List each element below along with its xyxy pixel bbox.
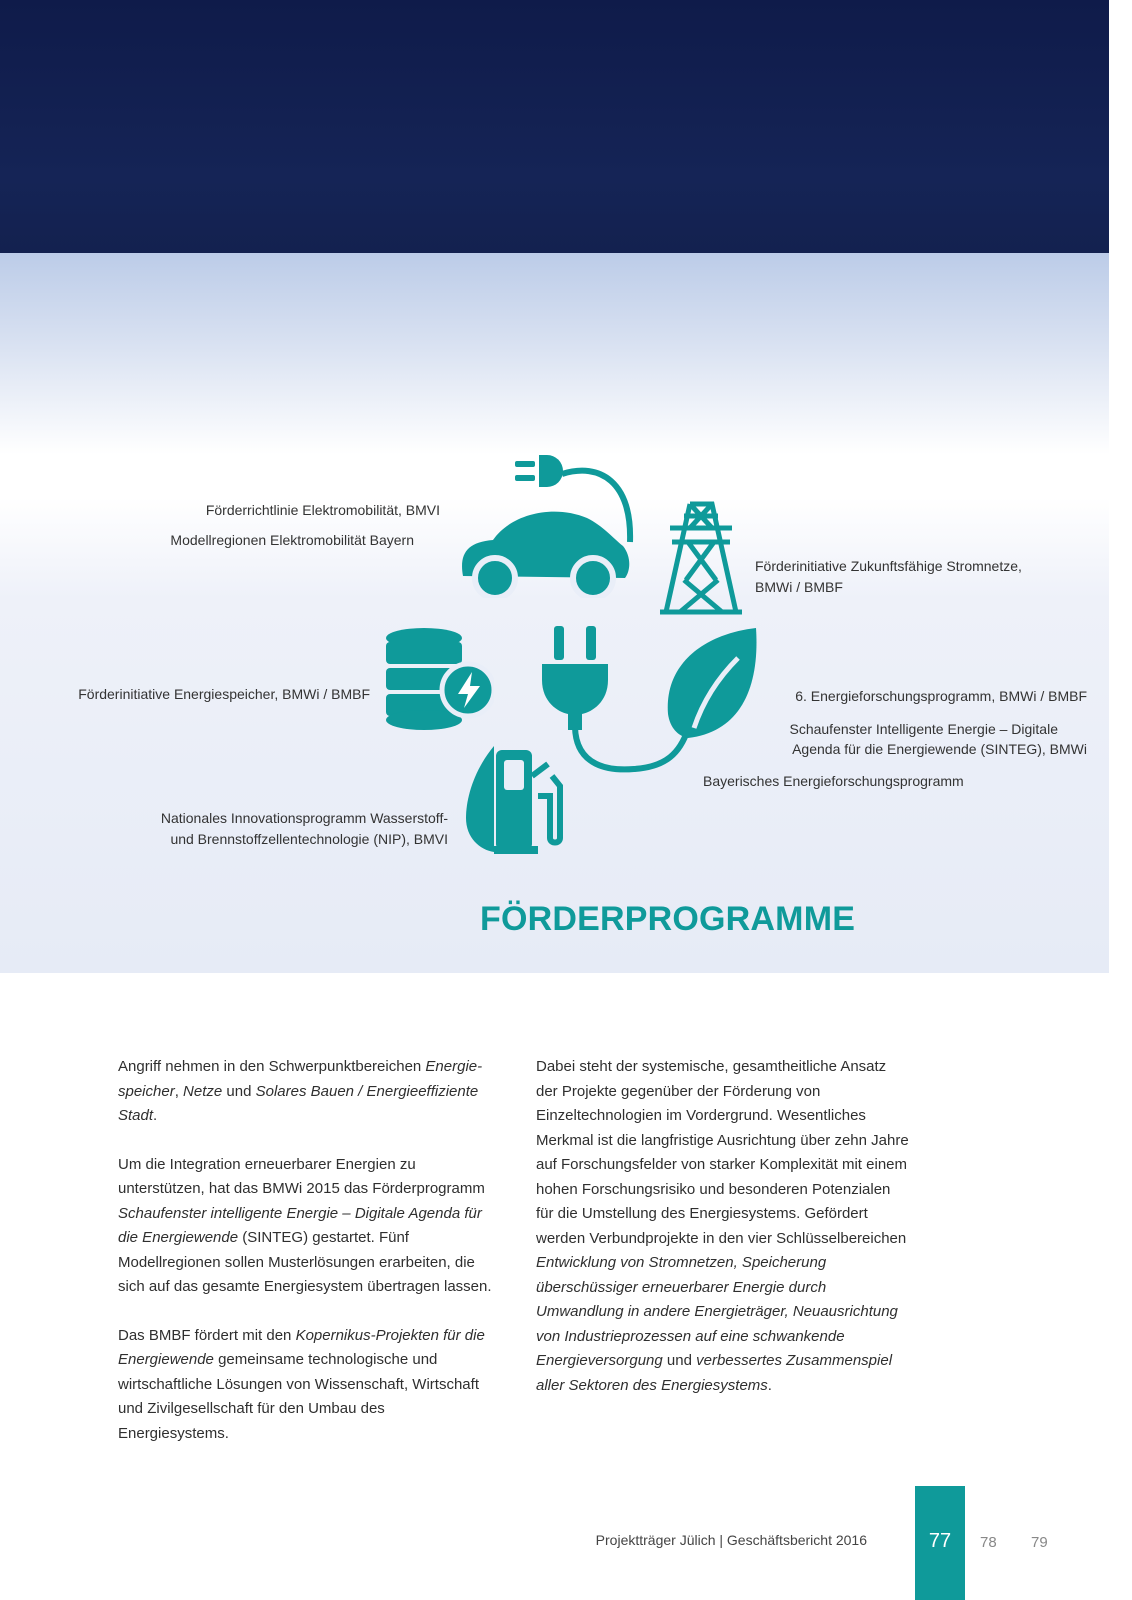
label-efp: 6. Energieforschungsprogramm, BMWi / BMBF — [795, 688, 1087, 704]
page-current[interactable]: 77 — [928, 1530, 952, 1552]
diagram-background — [0, 253, 1109, 973]
label-nip-1: Nationales Innovationsprogramm Wasserstoff- — [160, 810, 448, 826]
label-nip-2: und Brennstoffzellentechnologie (NIP), BMVI — [170, 831, 448, 847]
left-column — [118, 1055, 493, 1470]
label-bayern: Bayerisches Energieforschungsprogramm — [703, 773, 964, 789]
energy-storage-icon — [386, 628, 494, 732]
power-plug-icon — [540, 626, 610, 738]
fuel-pump-icon — [466, 746, 566, 856]
label-sinteg-2: Agenda für die Energiewende (SINTEG), BMWi — [792, 741, 1087, 757]
right-column — [536, 1055, 911, 1422]
leaf-icon — [664, 628, 758, 748]
hero-banner — [0, 0, 1109, 253]
paragraph: Angriff nehmen in den Schwerpunktbereichen Energie-speicher, Netze und Solares Bauen / Energieeffiziente Stadt. — [118, 1058, 483, 1124]
page-next[interactable]: 79 — [1031, 1534, 1048, 1551]
power-pylon-icon — [660, 500, 742, 616]
paragraph: Um die Integration erneuerbarer Energien zu unterstützen, hat das BMWi 2015 das Förderprogramm Schaufenster intelligente Energie – Digitale Agenda für die Energiewende (SINTEG) gestartet. Fünf Modellregionen sollen Musterlösungen erarbeiten, die sich auf das gesamte Energiesystem übertragen lassen. — [118, 1155, 492, 1295]
label-netze-2: BMWi / BMBF — [755, 579, 843, 595]
label-emob-2: Modellregionen Elektromobilität Bayern — [170, 532, 414, 548]
page-title: FÖRDERPROGRAMME — [480, 900, 856, 938]
paragraph: Dabei steht der systemische, gesamtheitliche Ansatz der Projekte gegenüber der Förderung von Einzeltechnologien im Vordergrund. Wesentliches Merkmal ist die langfristige Ausrichtung über zehn Jahre auf Forschungsfelder von starker Komplexität mit einem hohen Forschungsrisiko und besonderen Potenzialen für die Umstellung des Energiesystems. Gefördert werden Verbundprojekte in den vier Schlüsselbereichen Entwicklung von Stromnetzen, Speicherung überschüssiger erneuerbarer Energie durch Umwandlung in andere Energieträger, Neuausrichtung von Industrieprozessen auf eine schwankende Energieversorgung und verbessertes Zusammenspiel aller Sektoren des Energiesystems. — [536, 1058, 909, 1394]
label-netze-1: Förderinitiative Zukunftsfähige Stromnetze, — [755, 558, 1022, 574]
electric-car-icon — [453, 506, 631, 598]
label-emob-1: Förderrichtlinie Elektromobilität, BMVI — [205, 502, 440, 518]
paragraph: Das BMBF fördert mit den Kopernikus-Projekten für die Energiewende gemeinsame technologische und wirtschaftliche Lösungen von Wissenschaft, Wirtschaft und Zivilgesellschaft für den Umbau des Energiesystems. — [118, 1326, 485, 1442]
label-speicher: Förderinitiative Energiespeicher, BMWi / BMBF — [78, 686, 370, 702]
label-sinteg-1: Schaufenster Intelligente Energie – Digitale — [789, 721, 1058, 737]
footer-text: Projektträger Jülich | Geschäftsbericht 2016 — [595, 1532, 867, 1548]
page-next[interactable]: 78 — [980, 1534, 997, 1551]
